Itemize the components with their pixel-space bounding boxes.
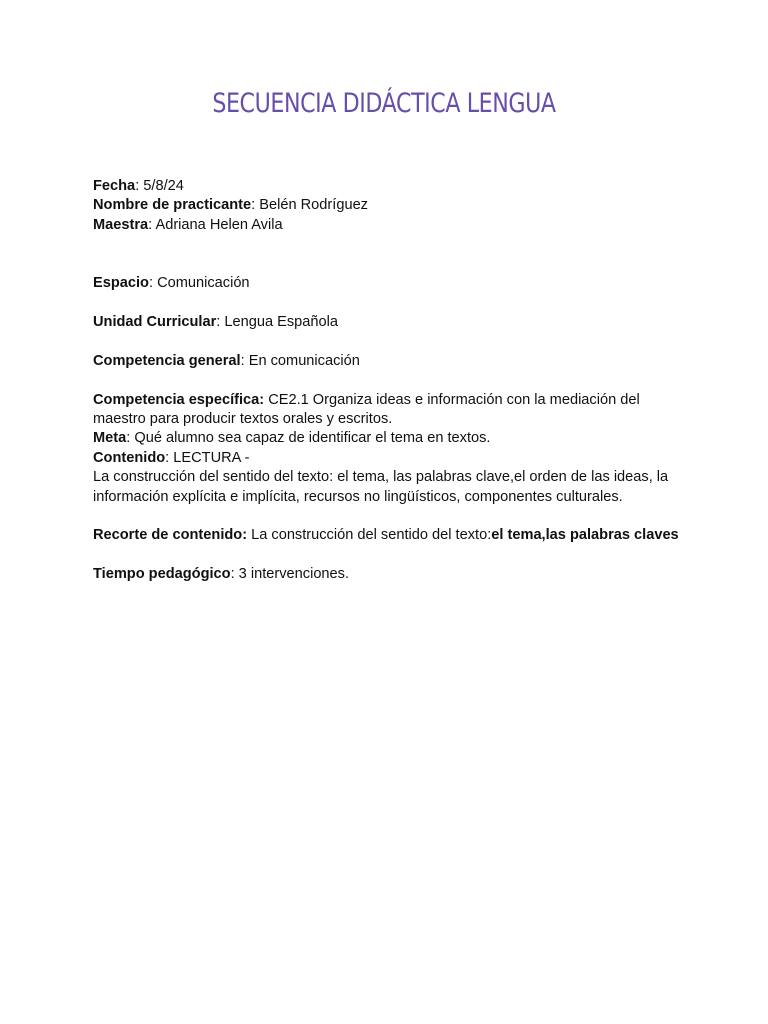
field-label: Recorte de contenido: xyxy=(93,527,248,544)
field-value-bold: el tema,las palabras claves xyxy=(491,527,679,544)
field-label: Maestra xyxy=(93,216,149,233)
field-fecha xyxy=(93,177,683,196)
contenido-texto: La construcción del sentido del texto: el tema, las palabras clave,el orden de las ideas, la información explícita e implícita, recursos no lingüísticos, componentes culturales. xyxy=(93,469,669,505)
field-contenido xyxy=(93,449,683,468)
field-label: Unidad Curricular xyxy=(93,314,217,331)
field-label: Competencia específica: xyxy=(93,391,265,408)
field-tiempo-pedagogico xyxy=(93,565,683,584)
field-label: Competencia general xyxy=(93,352,241,369)
field-label: Nombre de practicante xyxy=(93,197,252,214)
field-recorte-contenido xyxy=(93,526,683,545)
document-title: SECUENCIA DIDÁCTICA LENGUA xyxy=(212,88,556,119)
field-competencia-especifica xyxy=(93,391,683,430)
field-value: : Belén Rodríguez xyxy=(251,197,368,214)
field-espacio xyxy=(93,274,683,293)
field-label: Fecha xyxy=(93,178,136,194)
field-value: La construcción del sentido del texto: xyxy=(247,527,492,544)
field-competencia-general xyxy=(93,352,683,371)
field-value: CE2.1 Organiza ideas e información con la mediación del maestro para producir textos orales y escritos. xyxy=(93,391,640,428)
field-meta xyxy=(93,429,683,448)
field-practicante xyxy=(93,196,683,215)
field-label: Contenido xyxy=(93,449,166,466)
field-value: : 3 intervenciones. xyxy=(230,566,350,583)
field-value: : Comunicación xyxy=(148,275,250,292)
field-value: : 5/8/24 xyxy=(135,178,184,194)
field-label: Meta xyxy=(93,430,127,447)
field-label: Espacio xyxy=(93,275,149,292)
document-body xyxy=(93,177,683,585)
field-value: : En comunicación xyxy=(240,352,360,369)
field-value: : Qué alumno sea capaz de identificar el tema en textos. xyxy=(126,430,491,447)
field-value: : LECTURA - xyxy=(165,449,250,466)
field-value: : Adriana Helen Avila xyxy=(148,216,283,233)
field-label: Tiempo pedagógico xyxy=(93,566,231,583)
field-value: : Lengua Española xyxy=(216,314,338,331)
field-maestra xyxy=(93,216,683,235)
field-unidad-curricular xyxy=(93,313,683,332)
